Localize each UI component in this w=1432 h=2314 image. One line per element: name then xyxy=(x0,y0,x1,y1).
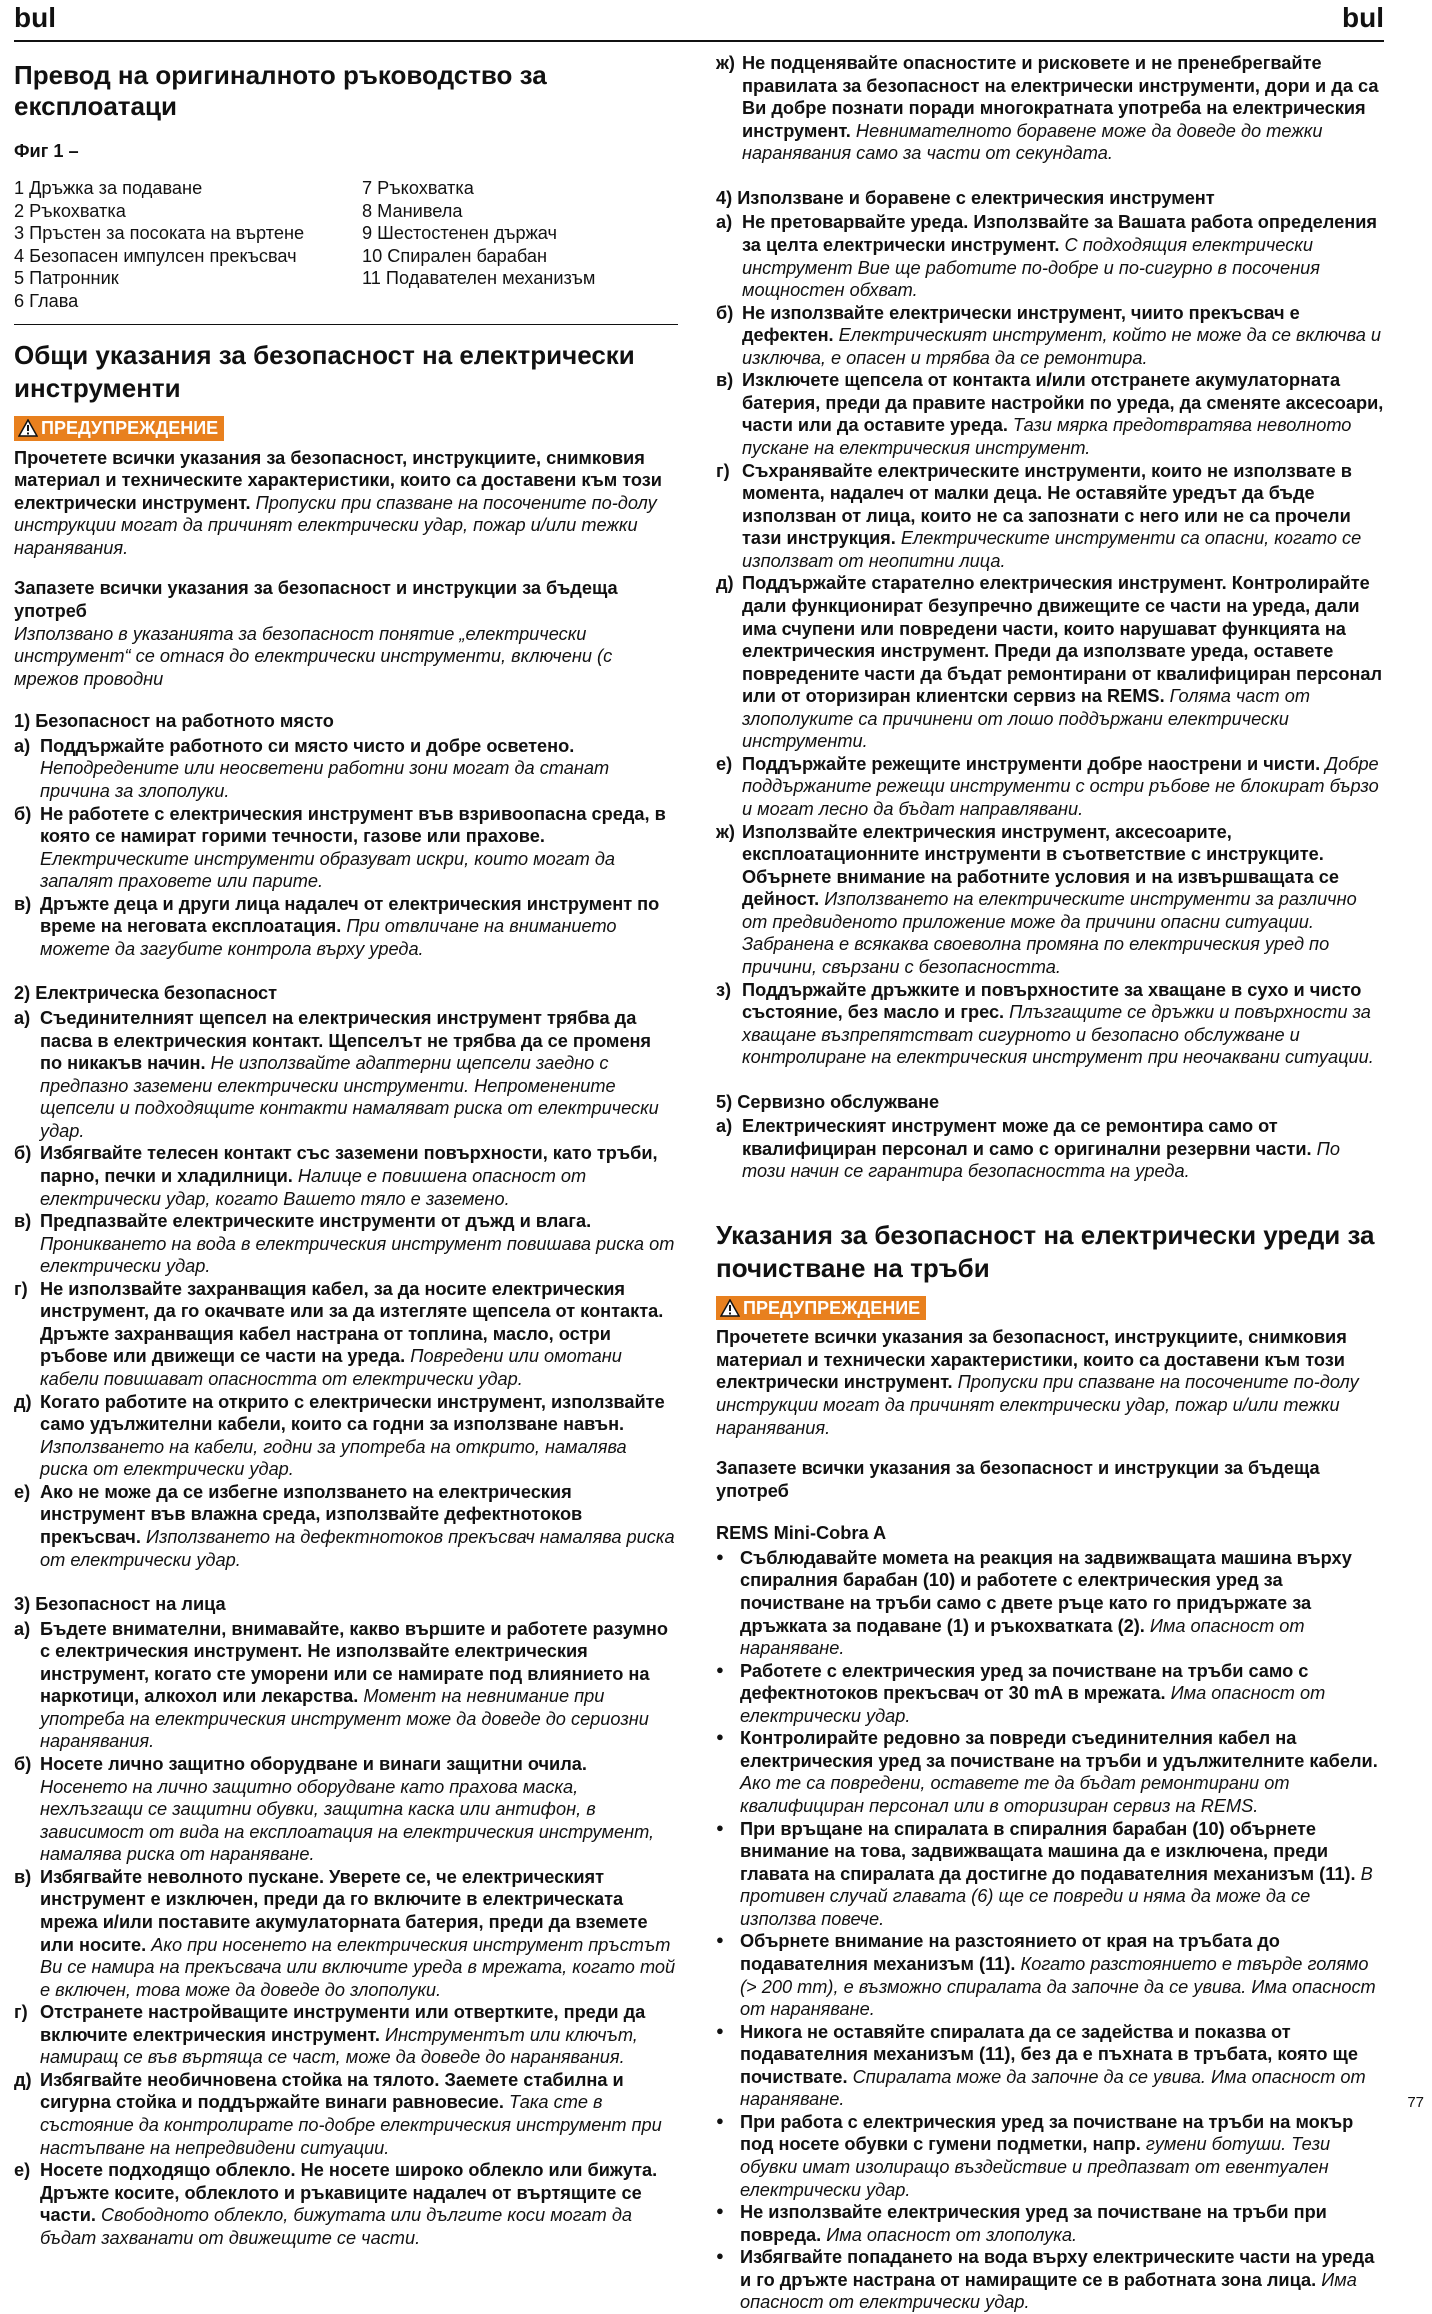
item-label: в) xyxy=(14,893,32,914)
list-item xyxy=(14,735,678,803)
part-item: 3 Пръстен за посоката на въртене xyxy=(14,223,305,244)
pipe-cleaner-safety-title: Указания за безопасност на електрически уреди за почистване на тръби xyxy=(716,1220,1375,1283)
part-item: 11 Подавателен механизъм xyxy=(362,268,596,289)
item-label: б) xyxy=(14,1143,32,1164)
section-heading: 1) Безопасност на работното място xyxy=(14,711,334,732)
bullet-item xyxy=(716,2111,1384,2201)
bullet-item xyxy=(716,1818,1384,1931)
page-number: 77 xyxy=(1407,2094,1424,2111)
bullet-icon: ● xyxy=(716,1548,724,1564)
item-text: Не работете с електрическия инструмент във взривоопасна среда, в която се намират горими течности, газове или прахове. Електрическите инструменти образуват искри, които могат да запалят праховете или парите. xyxy=(40,803,666,892)
item-text: Съхранявайте електрическите инструменти, които не използвате в момента, надалеч от малки деца. Не оставяйте уредът да бъде използван от лица, които не са запознати с него или не са прочели тази инструкция. Електрическите инструменти са опасни, когато се използват от неопитни лица. xyxy=(742,460,1362,571)
figure-label: Фиг 1 – xyxy=(14,141,79,162)
bullet-icon: ● xyxy=(716,2248,724,2264)
list-item xyxy=(716,821,1384,979)
bullet-item xyxy=(716,2021,1384,2111)
item-label: г) xyxy=(716,460,730,481)
bullet-list xyxy=(716,1547,1384,2314)
item-text: Използвайте електрическия инструмент, аксесоарите, експлоатационните инструменти в съответствие с инструкците. Обърнете внимание на работните условия и на извършващата се дейност. Използването на електрическите инструменти за различно от предвиденото приложение може да причини опасни ситуации. Забранена е всякаква своеволна промяна по електрическия уред по причини, свързани с безопасността. xyxy=(742,821,1357,977)
part-item: 7 Ръкохватка xyxy=(362,177,474,198)
item-text: Отстранете настройващите инструменти или отвертките, преди да включите електрическия инструмент. Инструментът или ключът, намиращ се във въртяща се част, може да доведе до наранявания. xyxy=(40,2002,646,2068)
bullet-icon: ● xyxy=(716,1819,724,1835)
bullet-text: При работа с електрическия уред за почистване на тръби на мокър под носете обувки с гумени подметки, напр. гумени ботуши. Тези обувки имат изолиращо въздействие и предпазват от евентуален електрически удар. xyxy=(740,2111,1354,2200)
save-instructions: Запазете всички указания за безопасност и инструкции за бъдеща употреб Използвано в указанията за безопасност понятие „електрически инструмент“ се отнася до електрически инструменти, включени (с мрежов проводни xyxy=(14,578,618,689)
list-item xyxy=(14,1753,678,1866)
list-item xyxy=(716,302,1384,370)
item-label: в) xyxy=(14,1211,32,1232)
item-label: а) xyxy=(716,1116,733,1137)
language-code-left: bul xyxy=(14,2,56,33)
bullet-text: Никога не оставяйте спиралата да се задейства и показва от подавателния механизъм (11), без да е пъхната в тръбата, която ще почиствате. Спиралата може да започне да се увива. Има опасност от нараняване. xyxy=(740,2021,1366,2110)
divider xyxy=(14,324,678,325)
item-text: Изключете щепсела от контакта и/или отстранете акумулаторната батерия, преди да правите настройки по уреда, да сменяте аксесоари, части или да оставите уреда. Тази мярка предотвратява неволното пускане на електрическия инструмент. xyxy=(742,370,1384,458)
item-label: е) xyxy=(14,2160,31,2181)
list-item xyxy=(716,572,1384,753)
bullet-text: Съблюдавайте момета на реакция на задвижващата машина върху спиралния барабан (10) и работете с електрическия уред за почистване на тръби само с двете ръце като го придържате за дръжката за подаване (1) и ръкохватката (2). Има опасност от нараняване. xyxy=(740,1547,1352,1659)
list-item xyxy=(716,460,1384,573)
part-item: 1 Дръжка за подаване xyxy=(14,177,203,198)
page-title: Превод на оригиналното ръководство за експлоатаци xyxy=(14,60,547,122)
item-text: Предпазвайте електрическите инструменти от дъжд и влага. Проникването на вода в електрическия инструмент повишава риска от електрически удар. xyxy=(40,1211,675,1277)
bullet-text: Контролирайте редовно за повреди съединителния кабел на електрическия уред за почистване на тръби и удължителните кабели. Ако те са повредени, оставете те да бъдат ремонтирани от квалифициран персонал или в оторизиран сервиз на REMS. xyxy=(740,1728,1378,1816)
item-text: Електрическият инструмент може да се ремонтира само от квалифициран персонал и само с оригинални резервни части. По този начин се гарантира безопасността на уреда. xyxy=(742,1116,1340,1182)
header-rule xyxy=(14,40,1384,42)
bullet-text: Работете с електрическия уред за почистване на тръби само с дефектнотоков прекъсвач от 30 mA в мрежата. Има опасност от електрически удар. xyxy=(740,1660,1326,1726)
item-label: а) xyxy=(14,1618,31,1639)
item-text: Носете лично защитно оборудване и винаги защитни очила. Носенето на лично защитно оборудване като прахова маска, нехлъзгащи се защитни обувки, защитна каска или антифон, в зависимост от вида на експлоатация на електрическия инструмент, намалява риска от нараняване. xyxy=(40,1754,655,1865)
language-code-right: bul xyxy=(1342,2,1384,33)
part-item: 5 Патронник xyxy=(14,268,119,289)
left-column xyxy=(14,52,678,2249)
part-item: 4 Безопасен импулсен прекъсвач xyxy=(14,245,297,266)
list-item xyxy=(14,1210,678,1278)
bullet-icon: ● xyxy=(716,2022,724,2038)
part-item: 6 Глава xyxy=(14,290,79,311)
item-label: г) xyxy=(14,2002,28,2023)
item-text: Избягвайте неволното пускане. Уверете се, че електрическият инструмент е изключен, преди да го включите в електрическата мрежа и/или поставите акумулаторната батерия, преди да вземете или носите. Ако при носенето на електрическия инструмент пръстът Ви се намира на прекъсвача или включите уреда в мрежата, когато той е включен, това може да доведе до злополуки. xyxy=(40,1866,676,2000)
bullet-text: Не използвайте електрическия уред за почистване на тръби при повреда. Има опасност от злополука. xyxy=(740,2202,1327,2245)
item-label: д) xyxy=(716,573,734,594)
item-text: Носете подходящо облекло. Не носете широко облекло или бижута. Дръжте косите, облеклото и ръкавиците надалеч от въртящите се части. Свободното облекло, бижутата или дългите коси могат да бъдат захванати от движещите се части. xyxy=(40,2160,658,2248)
item-label: д) xyxy=(14,1391,32,1412)
bullet-item xyxy=(716,1727,1384,1817)
list-item xyxy=(14,893,678,961)
item-label: б) xyxy=(14,1754,32,1774)
list-item xyxy=(14,1142,678,1210)
item-label: е) xyxy=(716,753,733,774)
item-text: Не подценявайте опасностите и рисковете и не пренебрегвайте правилата за безопасност на електрически инструменти, дори и да са Ви добре познати поради многократната употреба на електрическия инструмент. Невнимателното боравене може да доведе до тежки наранявания само за части от секундата. xyxy=(742,53,1379,164)
list-item xyxy=(716,753,1384,821)
bullet-item xyxy=(716,2246,1384,2314)
item-text: Дръжте деца и други лица надалеч от електрическия инструмент по време на неговата експлоатация. При отвличане на вниманието можете да загубите контрола върху уреда. xyxy=(40,893,660,959)
section-4-items xyxy=(716,211,1384,1068)
item-text: Поддържайте старателно електрическия инструмент. Контролирайте дали функционират безупречно движещите се части на уреда, дали има счупени или повредени части, които нарушават функцията на електрическия инструмент. Преди да използвате уреда, оставете повредените части да бъдат ремонтирани от квалифициран персонал или от оторизиран клиентски сервиз на REMS. Голяма част от злополуките са причинени от лошо поддържани електрически инструменти. xyxy=(742,573,1383,752)
list-item xyxy=(716,369,1384,459)
item-label: а) xyxy=(716,212,733,233)
save-instructions: Запазете всички указания за безопасност и инструкции за бъдеща употреб xyxy=(716,1458,1320,1501)
general-safety-title: Общи указания за безопасност на електрически инструменти xyxy=(14,340,635,403)
item-label: а) xyxy=(14,1008,31,1028)
list-item xyxy=(14,1481,678,1571)
item-label: а) xyxy=(14,735,31,756)
intro-paragraph: Прочетете всички указания за безопасност, инструкциите, снимковия материал и технически характеристики, които са доставени към този електрически инструмент. Пропуски при спазване на посочените по-долу инструкции могат да причинят електрически удар, пожар и/или тежки наранявания. xyxy=(716,1327,1359,1438)
item-label: д) xyxy=(14,2069,32,2090)
model-name: REMS Mini-Cobra A xyxy=(716,1523,887,1544)
item-text: Когато работите на открито с електрически инструмент, използвайте само удължителни кабели, които са годни за използване навън. Използването на кабели, годни за употреба на открито, намалява риска от електрически удар. xyxy=(40,1391,665,1480)
item-text: Не използвайте електрически инструмент, чиито прекъсвач е дефектен. Електрическият инструмент, който не може да се включва и изключва, е опасен и трябва да се ремонтира. xyxy=(742,302,1382,368)
item-text: Ако не може да се избегне използването на електрическия инструмент във влажна среда, използвайте дефектнотоков прекъсвач. Използването на дефектнотоков прекъсвач намалява риска от електрически удар. xyxy=(40,1481,675,1570)
part-item: 8 Манивела xyxy=(362,200,463,221)
section-heading: 4) Използване и боравене с електрическия инструмент xyxy=(716,187,1215,208)
item-text: Съединителният щепсел на електрическия инструмент трябва да пасва в електрическия контакт. Щепселът не трябва да се променя по никакъв начин. Не използвайте адаптерни щепсели заедно с предпазно заземени електрически инструменти. Непроменените щепсели и подходящите контакти намаляват риска от електрически удар. xyxy=(40,1008,659,1141)
bullet-icon: ● xyxy=(716,1932,724,1948)
list-item xyxy=(716,1115,1384,1183)
bullet-item xyxy=(716,1660,1384,1728)
list-item xyxy=(14,2159,678,2249)
bullet-icon: ● xyxy=(716,2112,724,2128)
intro-paragraph: Прочетете всички указания за безопасност, инструкциите, снимковия материал и техническите характеристики, които са доставени към този електрически инструмент. Пропуски при спазване на посочените по-долу инструкции могат да причинят електрически удар, пожар и/или тежки наранявания. xyxy=(14,447,662,558)
item-text: Поддържайте дръжките и повърхностите за хващане в сухо и чисто състояние, без масло и грес. Плъзгащите се дръжки и повърхности за хващане възпрепятстват сигурното и безопасно обслужване и контролиране на електрическия инструмент при неочаквани ситуации. xyxy=(742,979,1374,1068)
list-item xyxy=(716,52,1384,165)
item-text: Избягвайте необичновена стойка на тялото. Заемете стабилна и сигурна стойка и поддържайте винаги равновесие. Така сте в състояние да контролирате по-добре електрическия инструмент при настъпване на непредвидени ситуации. xyxy=(40,2069,662,2158)
bullet-icon: ● xyxy=(716,2203,724,2219)
bullet-text: Избягвайте попадането на вода върху електрическите части на уреда и го дръжте настрана от намиращите се в работната зона лица. Има опасност от електрически удар. xyxy=(740,2247,1375,2313)
list-item xyxy=(14,1007,678,1142)
right-column xyxy=(716,52,1384,2314)
parts-list xyxy=(14,177,678,312)
list-item xyxy=(14,1278,678,1391)
section-1-items xyxy=(14,735,678,961)
list-item xyxy=(14,1866,678,2001)
list-item xyxy=(716,979,1384,1069)
item-label: б) xyxy=(14,803,32,824)
part-item: 10 Спирален барабан xyxy=(362,245,547,266)
item-label: в) xyxy=(14,1866,32,1887)
item-text: Не използвайте захранващия кабел, за да носите електрическия инструмент, да го окачвате или за да изтегляте щепсела от контакта. Дръжте захранващия кабел настрана от топлина, масло, остри ръбове или движещи се части на уреда. Повредени или омотани кабели повишават опасността от електрически удар. xyxy=(40,1278,664,1389)
item-text: Поддържайте работното си място чисто и добре осветено. Неподредените или неосветени работни зони могат да станат причина за злополуки. xyxy=(40,735,610,801)
section-5-items xyxy=(716,1115,1384,1183)
item-text: Не претоварвайте уреда. Използвайте за Вашата работа определения за целта електрически инструмент. С подходящия електрически инструмент Вие ще работите по-добре и по-сигурно в посочения мощностен обхват. xyxy=(742,212,1377,301)
item-label: з) xyxy=(716,979,732,1000)
item-label: б) xyxy=(716,302,734,323)
list-item xyxy=(14,1391,678,1481)
item-label: е) xyxy=(14,1481,31,1502)
bullet-item xyxy=(716,2201,1384,2246)
section-3-items xyxy=(14,1618,678,2250)
list-item xyxy=(14,2001,678,2069)
warning-label xyxy=(716,1296,926,1320)
warning-icon xyxy=(18,419,38,437)
bullet-icon: ● xyxy=(716,1729,724,1745)
list-item xyxy=(14,1618,678,1753)
bullet-text: При връщане на спиралата в спиралния барабан (10) обърнете внимание на това, задвижващата машина да е изключена, преди главата на спиралата да достигне до подавателния механизъм (11). В противен случай главата (6) ще се повреди и няма да може да се използва повече. xyxy=(740,1818,1373,1929)
item-text: Избягвайте телесен контакт със заземени повърхности, като тръби, парно, печки и хладилници. Налице е повишена опасност от електрически удар, когато Вашето тяло е заземено. xyxy=(40,1143,658,1209)
warning-icon xyxy=(720,1299,740,1317)
item-label: ж) xyxy=(716,53,735,73)
section-heading: 5) Сервизно обслужване xyxy=(716,1091,940,1112)
bullet-icon: ● xyxy=(716,1661,724,1677)
list-item xyxy=(14,803,678,893)
part-item: 2 Ръкохватка xyxy=(14,200,126,221)
list-item xyxy=(14,2069,678,2159)
section-heading: 3) Безопасност на лица xyxy=(14,1594,226,1615)
warning-text: ПРЕДУПРЕЖДЕНИЕ xyxy=(41,418,219,439)
item-label: в) xyxy=(716,370,734,391)
warning-label xyxy=(14,416,224,440)
bullet-item xyxy=(716,1547,1384,1660)
bullet-item xyxy=(716,1930,1384,2020)
list-item xyxy=(716,211,1384,301)
section-heading: 2) Електрическа безопасност xyxy=(14,983,278,1004)
warning-text: ПРЕДУПРЕЖДЕНИЕ xyxy=(743,1298,921,1318)
item-text: Поддържайте режещите инструменти добре наострени и чисти. Добре поддържаните режещи инструменти с остри ръбове не блокират бързо и могат лесно да бъдат направлявани. xyxy=(742,753,1379,819)
bullet-text: Обърнете внимание на разстоянието от края на тръбата до подавателния механизъм (11). Когато разстоянието е твърде голямо (> 200 mm), е възможно спиралата да започне да се увива. Има опасност от нараняване. xyxy=(740,1931,1376,2020)
item-label: г) xyxy=(14,1278,28,1299)
part-item xyxy=(362,290,678,313)
section-2-items xyxy=(14,1007,678,1571)
item-label: ж) xyxy=(716,821,735,842)
section-3-continued xyxy=(716,52,1384,165)
item-text: Бъдете внимателни, внимавайте, какво вършите и работете разумно с електрическия инструмент. Не използвайте електрическия инструмент, когато сте уморени или се намирате под влиянието на наркотици, алкохол или лекарства. Момент на невнимание при употреба на електрическия инструмент може да доведе до сериозни наранявания. xyxy=(40,1618,668,1752)
part-item: 9 Шестостенен държач xyxy=(362,223,557,244)
